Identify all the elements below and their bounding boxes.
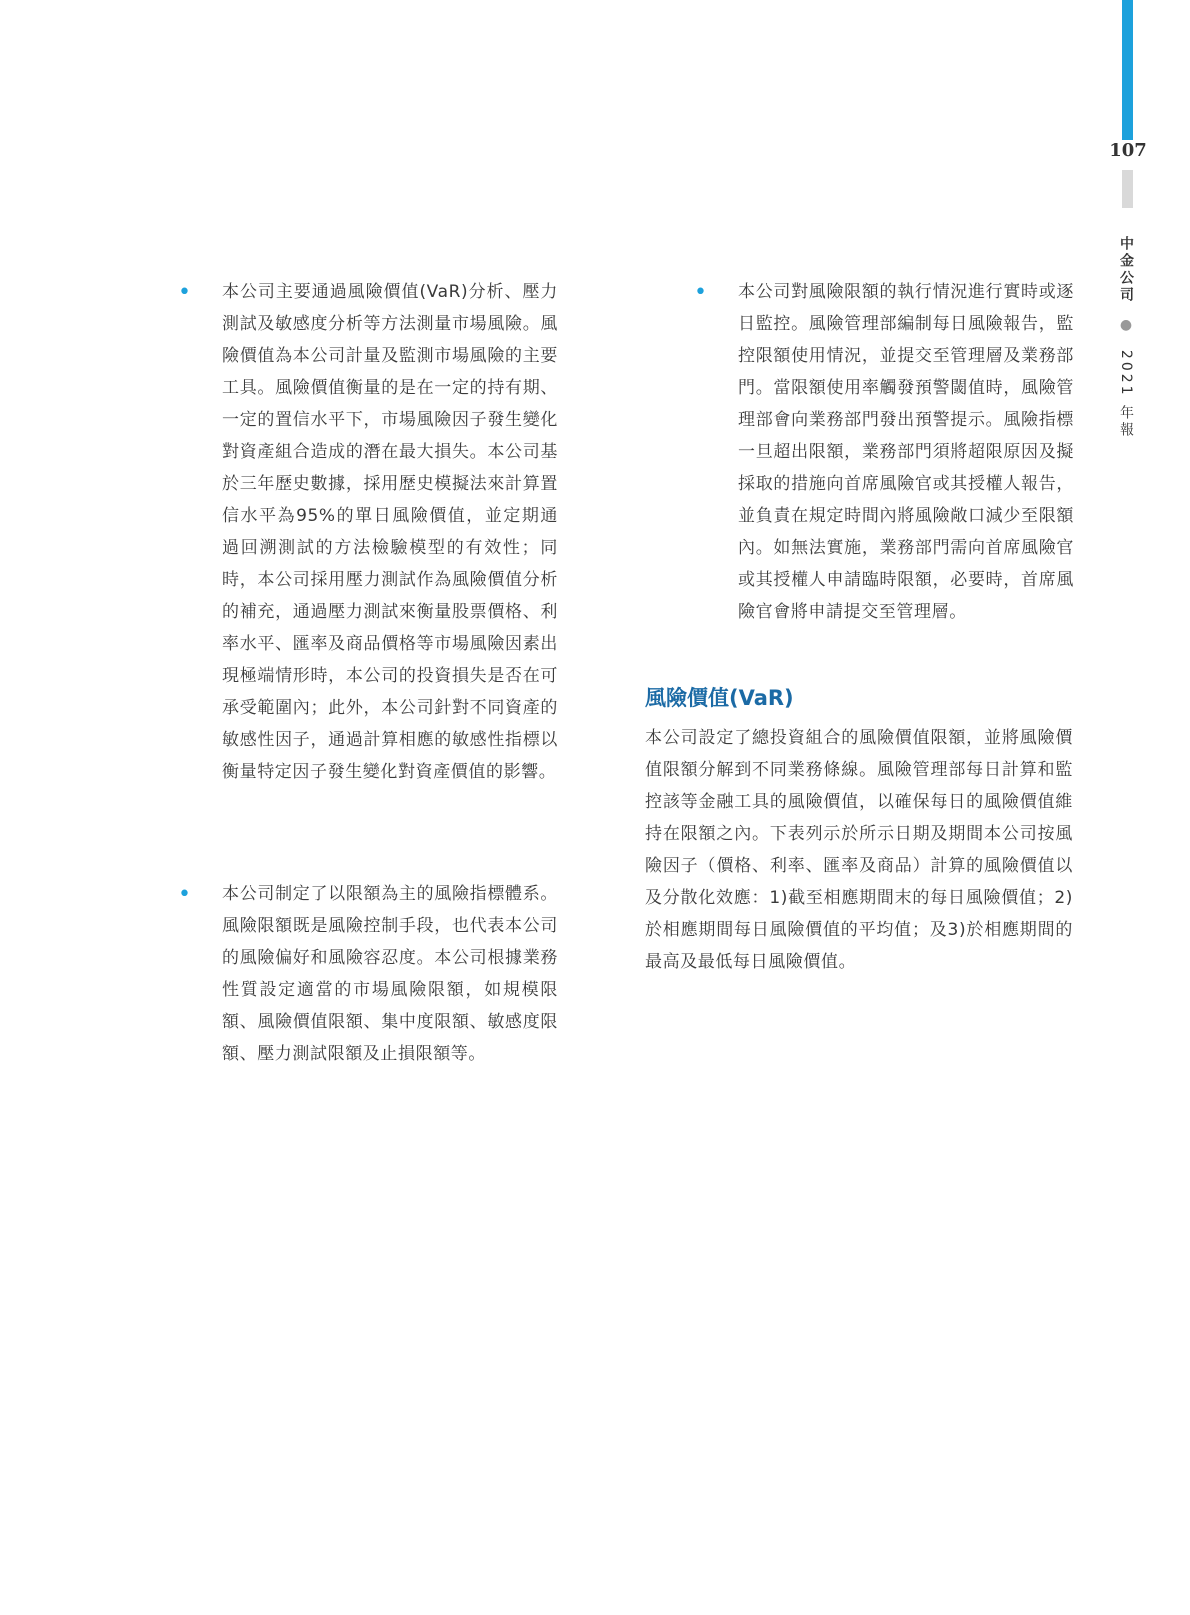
bullet-icon: • (178, 280, 191, 305)
running-header (1116, 236, 1136, 439)
bullet-item (178, 276, 558, 788)
page-number: 107 (1109, 140, 1147, 161)
side-grey-bar (1122, 170, 1133, 208)
side-accent-bar (1122, 0, 1133, 140)
bullet-item (694, 276, 1074, 628)
bullet-text: 本公司對風險限額的執行情況進行實時或逐日監控。風險管理部編制每日風險報告，監控限額使用情況，並提交至管理層及業務部門。當限額使用率觸發預警閾值時，風險管理部會向業務部門發出預警提示。風險指標一旦超出限額，業務部門須將超限原因及擬採取的措施向首席風險官或其授權人報告，並負責在規定時間內將風險敞口減少至限額內。如無法實施，業務部門需向首席風險官或其授權人申請臨時限額，必要時，首席風險官會將申請提交至管理層。 (738, 282, 1074, 622)
bullet-text: 本公司制定了以限額為主的風險指標體系。風險限額既是風險控制手段，也代表本公司的風險偏好和風險容忍度。本公司根據業務性質設定適當的市場風險限額，如規模限額、風險價值限額、集中度限額、敏感度限額、壓力測試限額及止損限額等。 (222, 884, 558, 1064)
bullet-icon: • (178, 882, 191, 907)
bullet-icon: • (694, 280, 707, 305)
separator-dot: ● (1118, 317, 1134, 337)
company-name: 中金公司 (1118, 236, 1134, 304)
section-heading: 風險價值(VaR) (645, 686, 794, 710)
report-title: 2021 年報 (1118, 349, 1134, 439)
bullet-item (178, 878, 558, 1070)
section-paragraph: 本公司設定了總投資組合的風險價值限額，並將風險價值限額分解到不同業務條線。風險管理部每日計算和監控該等金融工具的風險價值，以確保每日的風險價值維持在限額之內。下表列示於所示日期及期間本公司按風險因子（價格、利率、匯率及商品）計算的風險價值以及分散化效應：1)截至相應期間末的每日風險價值；2)於相應期間每日風險價值的平均值；及3)於相應期間的最高及最低每日風險價值。 (645, 728, 1073, 972)
bullet-text: 本公司主要通過風險價值(VaR)分析、壓力測試及敏感度分析等方法測量市場風險。風險價值為本公司計量及監測市場風險的主要工具。風險價值衡量的是在一定的持有期、一定的置信水平下，市場風險因子發生變化對資產組合造成的潛在最大損失。本公司基於三年歷史數據，採用歷史模擬法來計算置信水平為95%的單日風險價值，並定期通過回溯測試的方法檢驗模型的有效性；同時，本公司採用壓力測試作為風險價值分析的補充，通過壓力測試來衡量股票價格、利率水平、匯率及商品價格等市場風險因素出現極端情形時，本公司的投資損失是否在可承受範圍內；此外，本公司針對不同資產的敏感性因子，通過計算相應的敏感性指標以衡量特定因子發生變化對資產價值的影響。 (222, 282, 558, 782)
